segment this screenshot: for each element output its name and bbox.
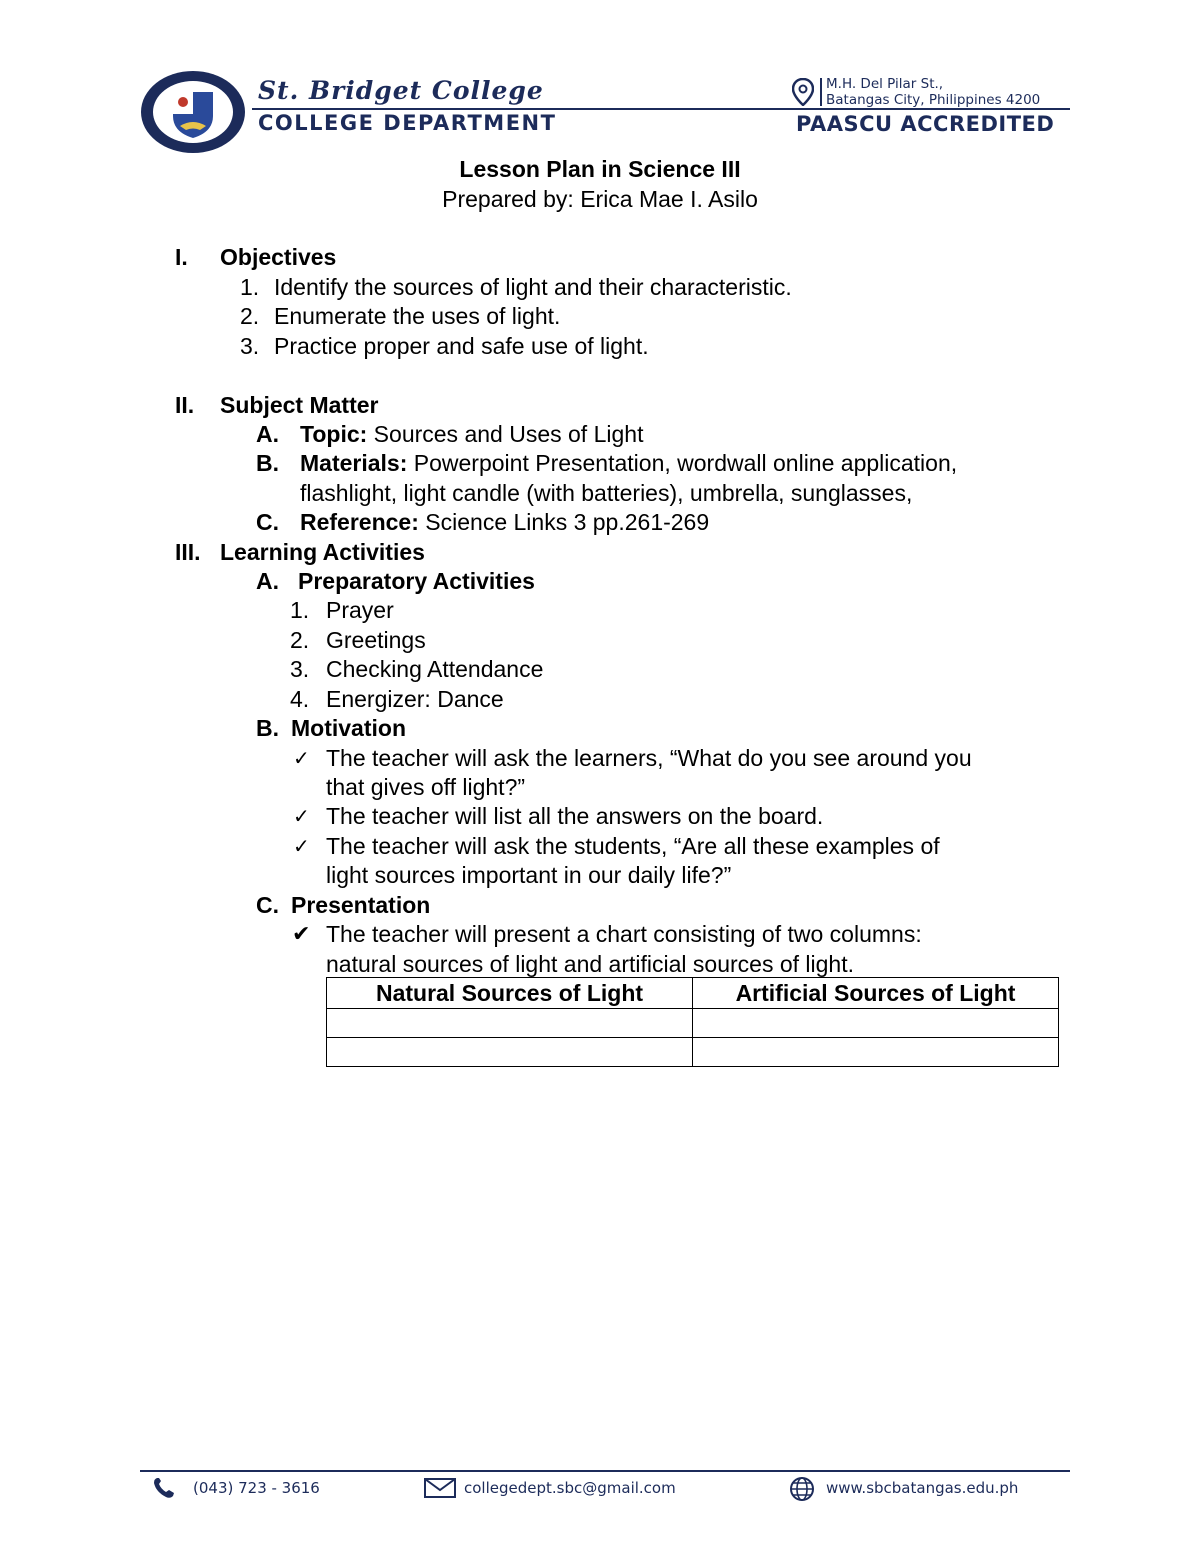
checkmark-icon: ✓ — [293, 834, 310, 858]
motivation-item: The teacher will list all the answers on the board. — [326, 803, 824, 829]
reference-value: Science Links 3 pp.261-269 — [418, 509, 710, 535]
college-logo — [140, 70, 246, 154]
objectives-numeral: I. — [175, 244, 188, 270]
table-cell — [693, 1009, 1059, 1038]
objective-number: 2. — [240, 303, 260, 329]
preparatory-item: Prayer — [326, 597, 394, 623]
document-author: Prepared by: Erica Mae I. Asilo — [442, 186, 758, 212]
presentation-item: The teacher will present a chart consisting of two columns: — [326, 921, 922, 947]
checkmark-icon: ✓ — [293, 804, 310, 828]
address-separator — [820, 78, 822, 106]
table-header-row — [327, 978, 1059, 1009]
footer-phone: (043) 723 - 3616 — [193, 1479, 320, 1497]
materials-value-continued: flashlight, light candle (with batteries), umbrella, sunglasses, — [300, 480, 913, 506]
motivation-item: The teacher will ask the students, “Are all these examples of — [326, 833, 940, 859]
globe-icon — [788, 1476, 816, 1500]
presentation-letter: C. — [256, 892, 279, 918]
reference-line — [300, 508, 709, 537]
topic-value: Sources and Uses of Light — [367, 421, 644, 447]
reference-label: Reference: — [300, 509, 419, 535]
subject-matter-heading: Subject Matter — [220, 392, 379, 418]
table-cell — [327, 1009, 693, 1038]
learning-activities-heading: Learning Activities — [220, 539, 425, 565]
table-header-natural: Natural Sources of Light — [327, 978, 693, 1009]
preparatory-letter: A. — [256, 568, 279, 594]
objectives-heading: Objectives — [220, 244, 337, 270]
objective-number: 3. — [240, 333, 260, 359]
motivation-item-continued: light sources important in our daily life?” — [326, 862, 732, 888]
accreditation-label: PAASCU ACCREDITED — [796, 112, 1055, 136]
topic-line — [300, 420, 643, 449]
table-cell — [693, 1038, 1059, 1067]
preparatory-item: Greetings — [326, 627, 426, 653]
materials-line — [300, 449, 957, 478]
preparatory-number: 1. — [290, 597, 310, 623]
department-name: COLLEGE DEPARTMENT — [258, 111, 557, 135]
document-title: Lesson Plan in Science III — [459, 156, 741, 182]
preparatory-item: Energizer: Dance — [326, 686, 504, 712]
materials-label: Materials: — [300, 450, 408, 476]
objective-item: Practice proper and safe use of light. — [274, 333, 649, 359]
topic-letter: A. — [256, 421, 279, 447]
table-row — [327, 1038, 1059, 1067]
learning-activities-numeral: III. — [175, 539, 201, 565]
reference-letter: C. — [256, 509, 279, 535]
preparatory-heading: Preparatory Activities — [298, 568, 535, 594]
subject-matter-numeral: II. — [175, 392, 195, 418]
table-row — [327, 1009, 1059, 1038]
address-line-2: Batangas City, Philippines 4200 — [826, 92, 1041, 108]
light-sources-table — [326, 977, 1059, 1067]
checkmark-icon: ✓ — [293, 746, 310, 770]
objective-item: Enumerate the uses of light. — [274, 303, 561, 329]
preparatory-number: 2. — [290, 627, 310, 653]
checkmark-icon: ✔ — [292, 922, 311, 947]
objective-item: Identify the sources of light and their characteristic. — [274, 274, 792, 300]
location-pin-icon — [792, 78, 814, 106]
phone-icon — [152, 1476, 180, 1500]
motivation-letter: B. — [256, 715, 279, 741]
college-name: St. Bridget College — [258, 76, 544, 105]
footer-divider — [140, 1470, 1070, 1472]
footer-email[interactable]: collegedept.sbc@gmail.com — [464, 1479, 676, 1497]
preparatory-number: 3. — [290, 656, 310, 682]
table-cell — [327, 1038, 693, 1067]
address-line-1: M.H. Del Pilar St., — [826, 76, 944, 92]
materials-letter: B. — [256, 450, 279, 476]
topic-label: Topic: — [300, 421, 368, 447]
materials-value: Powerpoint Presentation, wordwall online application, — [407, 450, 958, 476]
footer-website[interactable]: www.sbcbatangas.edu.ph — [826, 1479, 1019, 1497]
motivation-item-continued: that gives off light?” — [326, 774, 526, 800]
presentation-item-continued: natural sources of light and artificial sources of light. — [326, 951, 854, 977]
motivation-heading: Motivation — [291, 715, 406, 741]
header-divider — [252, 108, 1070, 110]
preparatory-number: 4. — [290, 686, 310, 712]
objective-number: 1. — [240, 274, 260, 300]
preparatory-item: Checking Attendance — [326, 656, 544, 682]
email-icon — [424, 1476, 452, 1500]
presentation-heading: Presentation — [291, 892, 431, 918]
motivation-item: The teacher will ask the learners, “What do you see around you — [326, 745, 972, 771]
table-header-artificial: Artificial Sources of Light — [693, 978, 1059, 1009]
